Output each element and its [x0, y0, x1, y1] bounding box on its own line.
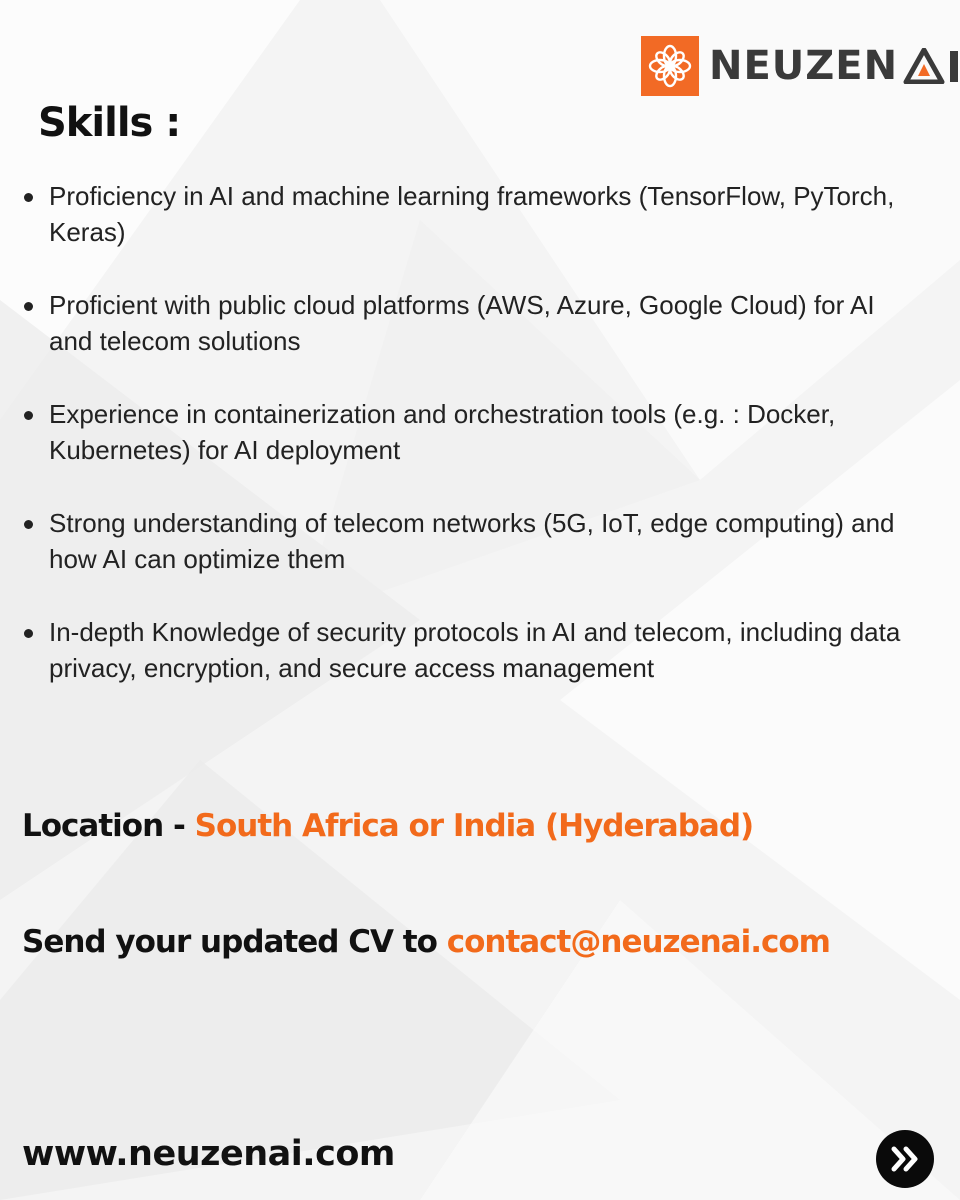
- location-line: [22, 808, 753, 844]
- neuzenai-flower-icon: [641, 36, 699, 96]
- list-item: In-depth Knowledge of security protocols in AI and telecom, including data privacy, encryption, and secure access management: [22, 614, 922, 686]
- cv-email-link[interactable]: contact@neuzenai.com: [446, 924, 830, 960]
- brand-name: NEUZEN: [709, 43, 899, 89]
- skills-list: [22, 178, 922, 723]
- website-link[interactable]: www.neuzenai.com: [22, 1134, 395, 1174]
- brand-ai-glyph-icon: [902, 48, 960, 84]
- cv-line: [22, 924, 830, 960]
- double-chevron-right-icon: [888, 1144, 922, 1174]
- list-item: Strong understanding of telecom networks (5G, IoT, edge computing) and how AI can optimize them: [22, 505, 922, 577]
- brand-logo: [641, 36, 960, 96]
- page-title: Skills :: [38, 100, 181, 146]
- list-item: Proficient with public cloud platforms (AWS, Azure, Google Cloud) for AI and telecom solutions: [22, 287, 922, 359]
- cv-label: Send your updated CV to: [22, 924, 437, 960]
- list-item: Proficiency in AI and machine learning frameworks (TensorFlow, PyTorch, Keras): [22, 178, 922, 250]
- list-item: Experience in containerization and orchestration tools (e.g. : Docker, Kubernetes) for AI deployment: [22, 396, 922, 468]
- location-label: Location -: [22, 808, 185, 844]
- location-value: South Africa or India (Hyderabad): [194, 808, 754, 844]
- next-button[interactable]: [876, 1130, 934, 1188]
